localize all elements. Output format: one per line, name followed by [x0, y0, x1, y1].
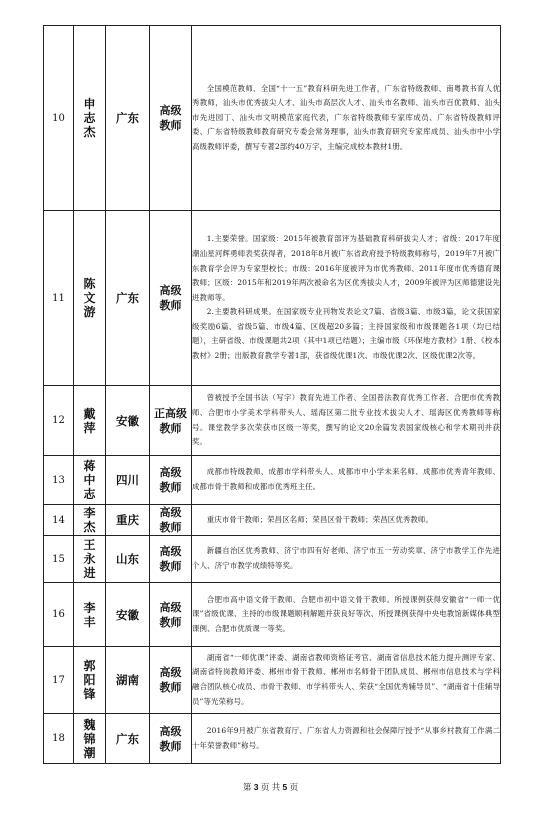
- teacher-name-char: 杰: [83, 125, 96, 139]
- professional-title: [150, 26, 192, 211]
- province: 安徽: [106, 386, 150, 456]
- honors-paragraph: 重庆市骨干教师；荣昌区名师；荣昌区骨干教师；荣昌区优秀教师。: [206, 514, 434, 524]
- table-row: [44, 647, 501, 714]
- teacher-name-char: 志: [83, 111, 96, 125]
- teacher-name-char: 王: [83, 538, 96, 552]
- table-row: [44, 456, 501, 505]
- teacher-name: [74, 386, 106, 456]
- honors-description: [192, 647, 501, 714]
- row-number: 12: [44, 386, 74, 456]
- province: 安徽: [106, 583, 150, 647]
- honors-paragraph: 湖南省“一师优课”评委、湖南省教师资格证考官、湖南省信息技术能力提升测评专家、湖南省特岗教师评委、郴州市骨干教师、郴州市名师骨干团队成员、郴州市信息技术与学科融合团队核心成员、市骨干教师、市学科带头人、荣获“全国优秀辅导员”、“湖南省十佳辅导员”等光荣称号。: [192, 652, 500, 706]
- page-footer: [0, 781, 541, 793]
- footer-page-number: 3: [253, 782, 259, 792]
- footer-prefix: 第: [242, 782, 254, 792]
- teacher-name-char: 永: [83, 552, 96, 566]
- professional-title: [150, 647, 192, 714]
- table-row: [44, 386, 501, 456]
- honors-description: [192, 714, 501, 764]
- table-row: [44, 505, 501, 536]
- province: 广东: [106, 714, 150, 764]
- province: 重庆: [106, 505, 150, 536]
- honors-paragraph: 全国模范教师、全国“十一五”教育科研先进工作者，广东省特级教师、南粤教书育人优秀教师，汕头市优秀拔尖人才、汕头市高层次人才、汕头市名教师、汕头市百优教师、汕头市先进园丁、汕头市文明模范家庭代表，广东省特级教师专家库成员、广东省特级教师评委、广东省特级教师教育研究专委会常务理事，汕头市教育研究专家库成员、汕头市中小学高级教师评委，撰写专著2部约40万字，主编完成校本教材1册。: [192, 83, 500, 151]
- teacher-name-char: 文: [83, 291, 96, 305]
- footer-middle: 页 共: [258, 782, 283, 792]
- professional-title: [150, 505, 192, 536]
- professional-title-line: 高级: [159, 104, 182, 117]
- honors-description: [192, 456, 501, 505]
- teacher-name-char: 锦: [83, 731, 96, 746]
- province: 山东: [106, 536, 150, 583]
- honors-description: [192, 505, 501, 536]
- province: 四川: [106, 456, 150, 505]
- teacher-name-char: 李: [83, 506, 96, 520]
- footer-total-pages: 5: [282, 782, 288, 792]
- awardees-table: [43, 25, 501, 764]
- professional-title-line: 教师: [159, 481, 182, 494]
- professional-title: [150, 583, 192, 647]
- row-number: 10: [44, 26, 74, 211]
- teacher-name-char: 阳: [83, 673, 96, 687]
- table-row: [44, 211, 501, 386]
- honors-paragraph: 2.主要教科研成果。在国家级专业刊物发表论文7篇、省级3篇、市级3篇，论文获国家级奖励6篇、省级5篇、市级4篇、区级超20多篇；主持国家级和市级课题各1项（均已结题），主研省级、市级课题共2项（其中1项已结题）；主编市级《环保地方教材》1册、《校本教材》2册；出版教育教学专著1部，获省级优课1次、市级优课2次、区级优课2次等。: [192, 307, 500, 361]
- professional-title-line: 正高级: [154, 406, 187, 420]
- teacher-name: [74, 505, 106, 536]
- teacher-name-char: 游: [83, 305, 96, 319]
- teacher-name: [74, 583, 106, 647]
- professional-title-line: 教师: [159, 560, 182, 573]
- teacher-name-char: 李: [83, 600, 96, 615]
- teacher-name-char: 申: [83, 97, 96, 111]
- honors-description: [192, 536, 501, 583]
- table-row: [44, 583, 501, 647]
- professional-title-line: 高级: [159, 284, 182, 297]
- professional-title-line: 高级: [159, 724, 182, 738]
- teacher-name-char: 锋: [83, 687, 96, 701]
- teacher-name-char: 萍: [83, 420, 96, 435]
- professional-title-line: 高级: [159, 545, 182, 558]
- row-number: 18: [44, 714, 74, 764]
- teacher-name: [74, 714, 106, 764]
- teacher-name-char: 蒋: [83, 459, 96, 473]
- professional-title: [150, 456, 192, 505]
- honors-paragraph: 曾被授予全国书法（写字）教育先进工作者、全国普法教育优秀工作者、合肥市优秀教师、合肥市小学美术学科带头人、瑶海区第二批专业技术拔尖人才、瑶海区优秀教师等称号。课堂教学多次荣获市区级一等奖，撰写的论文20余篇发表国家级核心和学术期刊并获奖。: [192, 393, 500, 447]
- professional-title: [150, 536, 192, 583]
- professional-title: [150, 714, 192, 764]
- province: 广东: [106, 26, 150, 211]
- row-number: 16: [44, 583, 74, 647]
- professional-title-line: 教师: [159, 421, 182, 435]
- teacher-name-char: 陈: [83, 277, 96, 291]
- honors-description: [192, 386, 501, 456]
- professional-title-line: 高级: [159, 666, 182, 679]
- teacher-name-char: 志: [83, 487, 96, 501]
- teacher-name-char: 杰: [83, 520, 96, 534]
- teacher-name: [74, 26, 106, 211]
- honors-paragraph: 新疆自治区优秀教师、济宁市四有好老师、济宁市五一劳动奖章、济宁市教学工作先进个人、济宁市教学成绩特等奖。: [192, 546, 500, 570]
- teacher-name-char: 戴: [83, 406, 96, 421]
- honors-description: [192, 211, 501, 386]
- row-number: 13: [44, 456, 74, 505]
- teacher-name-char: 进: [83, 566, 96, 580]
- teacher-name: [74, 647, 106, 714]
- teacher-name-char: 魏: [83, 717, 96, 732]
- honors-description: [192, 26, 501, 211]
- professional-title-line: 教师: [159, 681, 182, 694]
- teacher-name-char: 中: [83, 473, 96, 487]
- province: 广东: [106, 211, 150, 386]
- table-row: [44, 536, 501, 583]
- professional-title: [150, 386, 192, 456]
- honors-paragraph: 合肥市高中语文骨干教师、合肥市初中语文骨干教师。所授课例获得安徽省“一师一优课”省级优课、主持的市级课题顺利解题并获良好等次、所授课例获得中央电教馆新媒体典型课例、合肥市优质课一等奖。: [192, 594, 500, 633]
- professional-title-line: 高级: [159, 600, 182, 614]
- teacher-name: [74, 211, 106, 386]
- professional-title-line: 教师: [159, 739, 182, 753]
- teacher-name: [74, 456, 106, 505]
- professional-title-line: 高级: [159, 466, 182, 479]
- professional-title-line: 教师: [159, 119, 182, 132]
- professional-title-line: 教师: [159, 615, 182, 629]
- province: 湖南: [106, 647, 150, 714]
- professional-title-line: 教师: [159, 521, 182, 534]
- teacher-name-char: 郭: [83, 659, 96, 673]
- row-number: 17: [44, 647, 74, 714]
- awardees-table-body: [44, 26, 501, 764]
- row-number: 11: [44, 211, 74, 386]
- honors-description: [192, 583, 501, 647]
- honors-paragraph: 成都市特级教师、成都市学科带头人、成都市中小学未来名师、成都市优秀青年教师、成都市骨干教师和成都市优秀班主任。: [192, 467, 500, 491]
- teacher-name: [74, 536, 106, 583]
- table-row: [44, 714, 501, 764]
- row-number: 14: [44, 505, 74, 536]
- professional-title-line: 高级: [159, 506, 182, 519]
- professional-title: [150, 211, 192, 386]
- table-row: [44, 26, 501, 211]
- row-number: 15: [44, 536, 74, 583]
- teacher-name-char: 潮: [83, 745, 96, 760]
- teacher-name-char: 丰: [83, 614, 96, 629]
- footer-suffix: 页: [287, 782, 299, 792]
- honors-paragraph: 2016年9月被广东省教育厅、广东省人力资源和社会保障厅授予“从事乡村教育工作满二十年荣誉教师”称号。: [192, 725, 500, 750]
- professional-title-line: 教师: [159, 299, 182, 312]
- honors-paragraph: 1.主要荣誉。国家级：2015年被教育部评为基础教育科研拔尖人才；省级：2017年度潮汕星河辉勇师表奖获得者，2018年8月被广东省政府授予特级教师称号，2019年7月被广东教育学会评为专家型校长；市级：2016年度被评为市优秀教师、2011年度市优秀德育课教师；区级：2015年和2019年两次被命名为区优秀拔尖人才，2009年被评为区师德建设先进教师等。: [192, 234, 500, 302]
